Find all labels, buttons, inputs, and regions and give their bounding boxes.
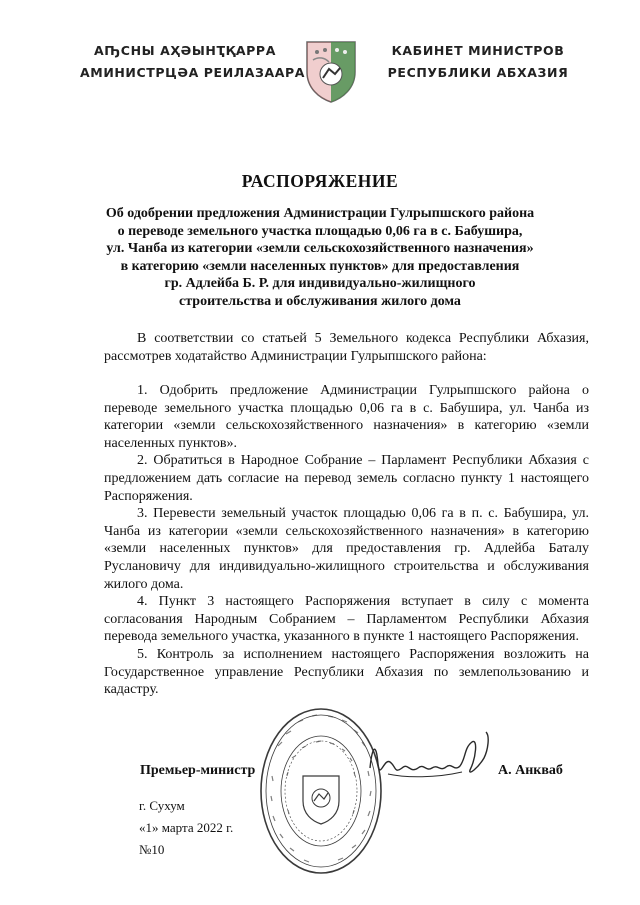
handwritten-signature-icon xyxy=(366,728,496,790)
item-paragraph-2: 2. Обратиться в Народное Собрание – Парламент Республики Абхазия с предложением дать согласие на перевод земель согласно пункту 1 настоящего Распоряжения. xyxy=(104,453,589,504)
document-subject xyxy=(100,205,540,310)
coat-of-arms-icon xyxy=(303,38,359,104)
document-date: «1» марта 2022 г. xyxy=(139,820,234,835)
document-title: РАСПОРЯЖЕНИЕ xyxy=(241,171,399,191)
header-right-line1: КАБИНЕТ МИНИСТРОВ xyxy=(391,43,565,58)
subject-line: строительства и обслуживания жилого дома xyxy=(179,293,461,309)
header-right-block xyxy=(378,40,578,84)
header-left-block xyxy=(80,40,306,84)
document-items xyxy=(104,382,589,699)
subject-line: Об одобрении предложения Администрации Гулрыпшского района xyxy=(105,206,535,221)
document-city: г. Сухум xyxy=(139,798,185,813)
header-left-line1: АҦСНЫ АҲӘЫНҬҚАРРА xyxy=(94,43,276,58)
item-paragraph-4: 4. Пункт 3 настоящего Распоряжения вступает в силу с момента согласования Народным Собранием – Парламентом Республики Абхазия перевода земельного участка, указанного в пункте 1 настоящего Распоряжения. xyxy=(104,594,589,645)
item-paragraph-1: 1. Одобрить предложение Администрации Гулрыпшского района о переводе земельного участка площадью 0,06 га в с. Бабушира, ул. Чанба из категории «земли сельскохозяйственного назначения» в категорию «земли населенных пунктов». xyxy=(104,383,589,451)
document-intro xyxy=(104,330,589,365)
signatory-name: А. Анкваб xyxy=(498,763,563,778)
item-paragraph-5: 5. Контроль за исполнением настоящего Распоряжения возложить на Государственное управление Республики Абхазия по землепользованию и кадастру. xyxy=(104,646,589,698)
intro-paragraph: В соответствии со статьей 5 Земельного кодекса Республики Абхазия, рассмотрев ходатайство Администрации Гулрыпшского района: xyxy=(104,331,589,364)
subject-line: о переводе земельного участка площадью 0,06 га в с. Бабушира, xyxy=(117,223,523,239)
header-right-line2: РЕСПУБЛИКИ АБХАЗИЯ xyxy=(387,65,569,80)
header-left-line2: АМИНИСТРЦӘА РЕИЛАЗААРА xyxy=(80,65,306,80)
subject-line: ул. Чанба из категории «земли сельскохозяйственного назначения» xyxy=(106,241,534,256)
item-paragraph-3: 3. Перевести земельный участок площадью 0,06 га в п. с. Бабушира, ул. Чанба из категории «земли сельскохозяйственного назначения» в категорию «земли населенных пунктов» для предоставления гр. Адлейба Баталу Руслановичу для индивидуально-жилищного строительства и обслуживания жилого дома. xyxy=(104,506,589,592)
subject-line: в категорию «земли населенных пунктов» для предоставления xyxy=(120,258,520,274)
subject-line: гр. Адлейба Б. Р. для индивидуально-жилищного xyxy=(164,276,476,291)
document-number: №10 xyxy=(139,842,165,857)
signatory-role: Премьер-министр xyxy=(140,763,256,778)
